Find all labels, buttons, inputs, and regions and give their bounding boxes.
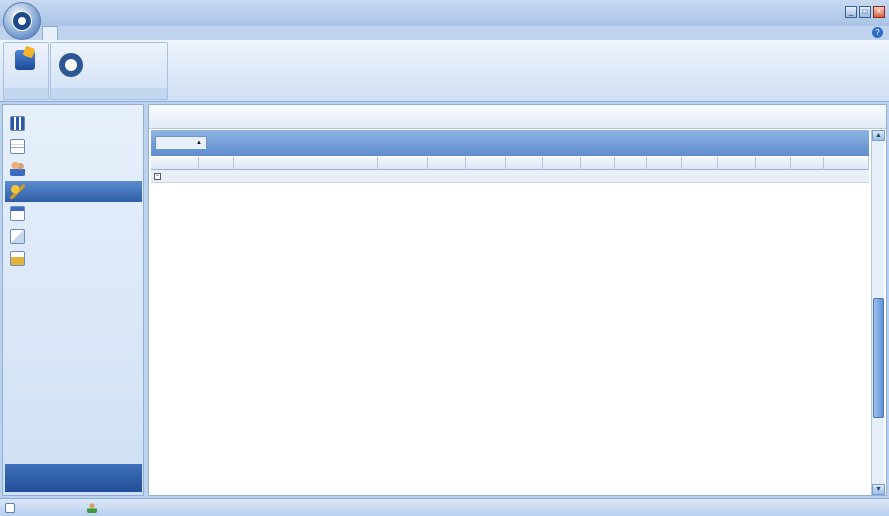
- duplicate-icon: [10, 229, 25, 244]
- close-button[interactable]: ×: [873, 6, 885, 18]
- group-by-panel: [151, 130, 869, 156]
- sidebar-item-reparti[interactable]: [5, 136, 142, 157]
- grid-header: [151, 157, 869, 170]
- group-row[interactable]: [151, 170, 869, 183]
- column-header-pers-2[interactable]: [718, 157, 756, 170]
- column-header-applicazioni[interactable]: [234, 157, 378, 170]
- calendar-icon: [10, 206, 25, 221]
- column-header-attivo[interactable]: [151, 157, 199, 170]
- title-bar: [0, 0, 889, 26]
- database-icon: [5, 503, 15, 513]
- vertical-scrollbar[interactable]: [871, 130, 884, 495]
- sort-up-icon: ▲: [196, 140, 202, 146]
- departments-icon: [10, 139, 25, 154]
- qualibus-logo-icon: [12, 11, 32, 31]
- applications-icon: [10, 116, 25, 131]
- sidebar-item-applicazioni[interactable]: [5, 113, 142, 134]
- ribbon-group-label: [51, 88, 167, 99]
- scroll-down-icon[interactable]: ▼: [872, 484, 885, 495]
- ribbon-group-main: [3, 42, 49, 100]
- maximize-button[interactable]: □: [859, 6, 871, 18]
- status-database: [4, 501, 18, 515]
- column-header-modifica[interactable]: [466, 157, 506, 170]
- ribbon-tabstrip: [0, 26, 889, 40]
- ribbon-group-label: [4, 88, 48, 99]
- sidebar-item-utenti[interactable]: [5, 158, 142, 179]
- column-header-pers-3[interactable]: [756, 157, 791, 170]
- qualibus-q-icon: [59, 53, 83, 77]
- applica-button[interactable]: [7, 46, 43, 88]
- column-header-interna[interactable]: [199, 157, 234, 170]
- scroll-thumb[interactable]: [873, 298, 884, 418]
- status-user: [86, 501, 100, 515]
- key-icon: [10, 184, 25, 199]
- sidebar-item-duplicazioni[interactable]: [5, 226, 142, 247]
- collapse-icon[interactable]: −: [155, 173, 160, 179]
- ribbon-group-online: [50, 42, 168, 100]
- ribbon: [0, 40, 889, 102]
- sidebar: [2, 104, 144, 496]
- users-icon: [10, 161, 25, 176]
- column-header-esegui[interactable]: [378, 157, 428, 170]
- minimize-button[interactable]: _: [845, 6, 857, 18]
- column-header-datip[interactable]: [647, 157, 682, 170]
- scroll-up-icon[interactable]: ▲: [872, 130, 885, 141]
- sidebar-item-log-accessi[interactable]: [5, 248, 142, 269]
- column-header-elimina[interactable]: [506, 157, 543, 170]
- page-title: [149, 105, 886, 129]
- sidebar-item-privilegi[interactable]: [5, 181, 142, 202]
- column-header-e-mail[interactable]: [615, 157, 647, 170]
- grid-body: [151, 183, 869, 495]
- column-header-inserisci[interactable]: [428, 157, 466, 170]
- lock-icon: [10, 251, 25, 266]
- column-header-esporta[interactable]: [543, 157, 581, 170]
- user-icon: [87, 503, 97, 513]
- apply-icon: [15, 50, 35, 70]
- sidebar-item-calendar-altri-utenti[interactable]: [5, 203, 142, 224]
- group-by-chip-utente[interactable]: [155, 136, 207, 150]
- application-orb-button[interactable]: [3, 2, 41, 40]
- sidebar-footer-tabella[interactable]: [5, 464, 142, 492]
- main-panel: [148, 104, 887, 496]
- qualibus-logo: [59, 52, 173, 80]
- column-header-stampa[interactable]: [581, 157, 615, 170]
- help-icon[interactable]: ?: [872, 27, 883, 38]
- column-header-pers-4[interactable]: [791, 157, 824, 170]
- tab-main[interactable]: [42, 26, 58, 40]
- status-bar: [0, 498, 889, 516]
- column-header-pers-5[interactable]: [824, 157, 869, 170]
- column-header-pers-1[interactable]: [682, 157, 718, 170]
